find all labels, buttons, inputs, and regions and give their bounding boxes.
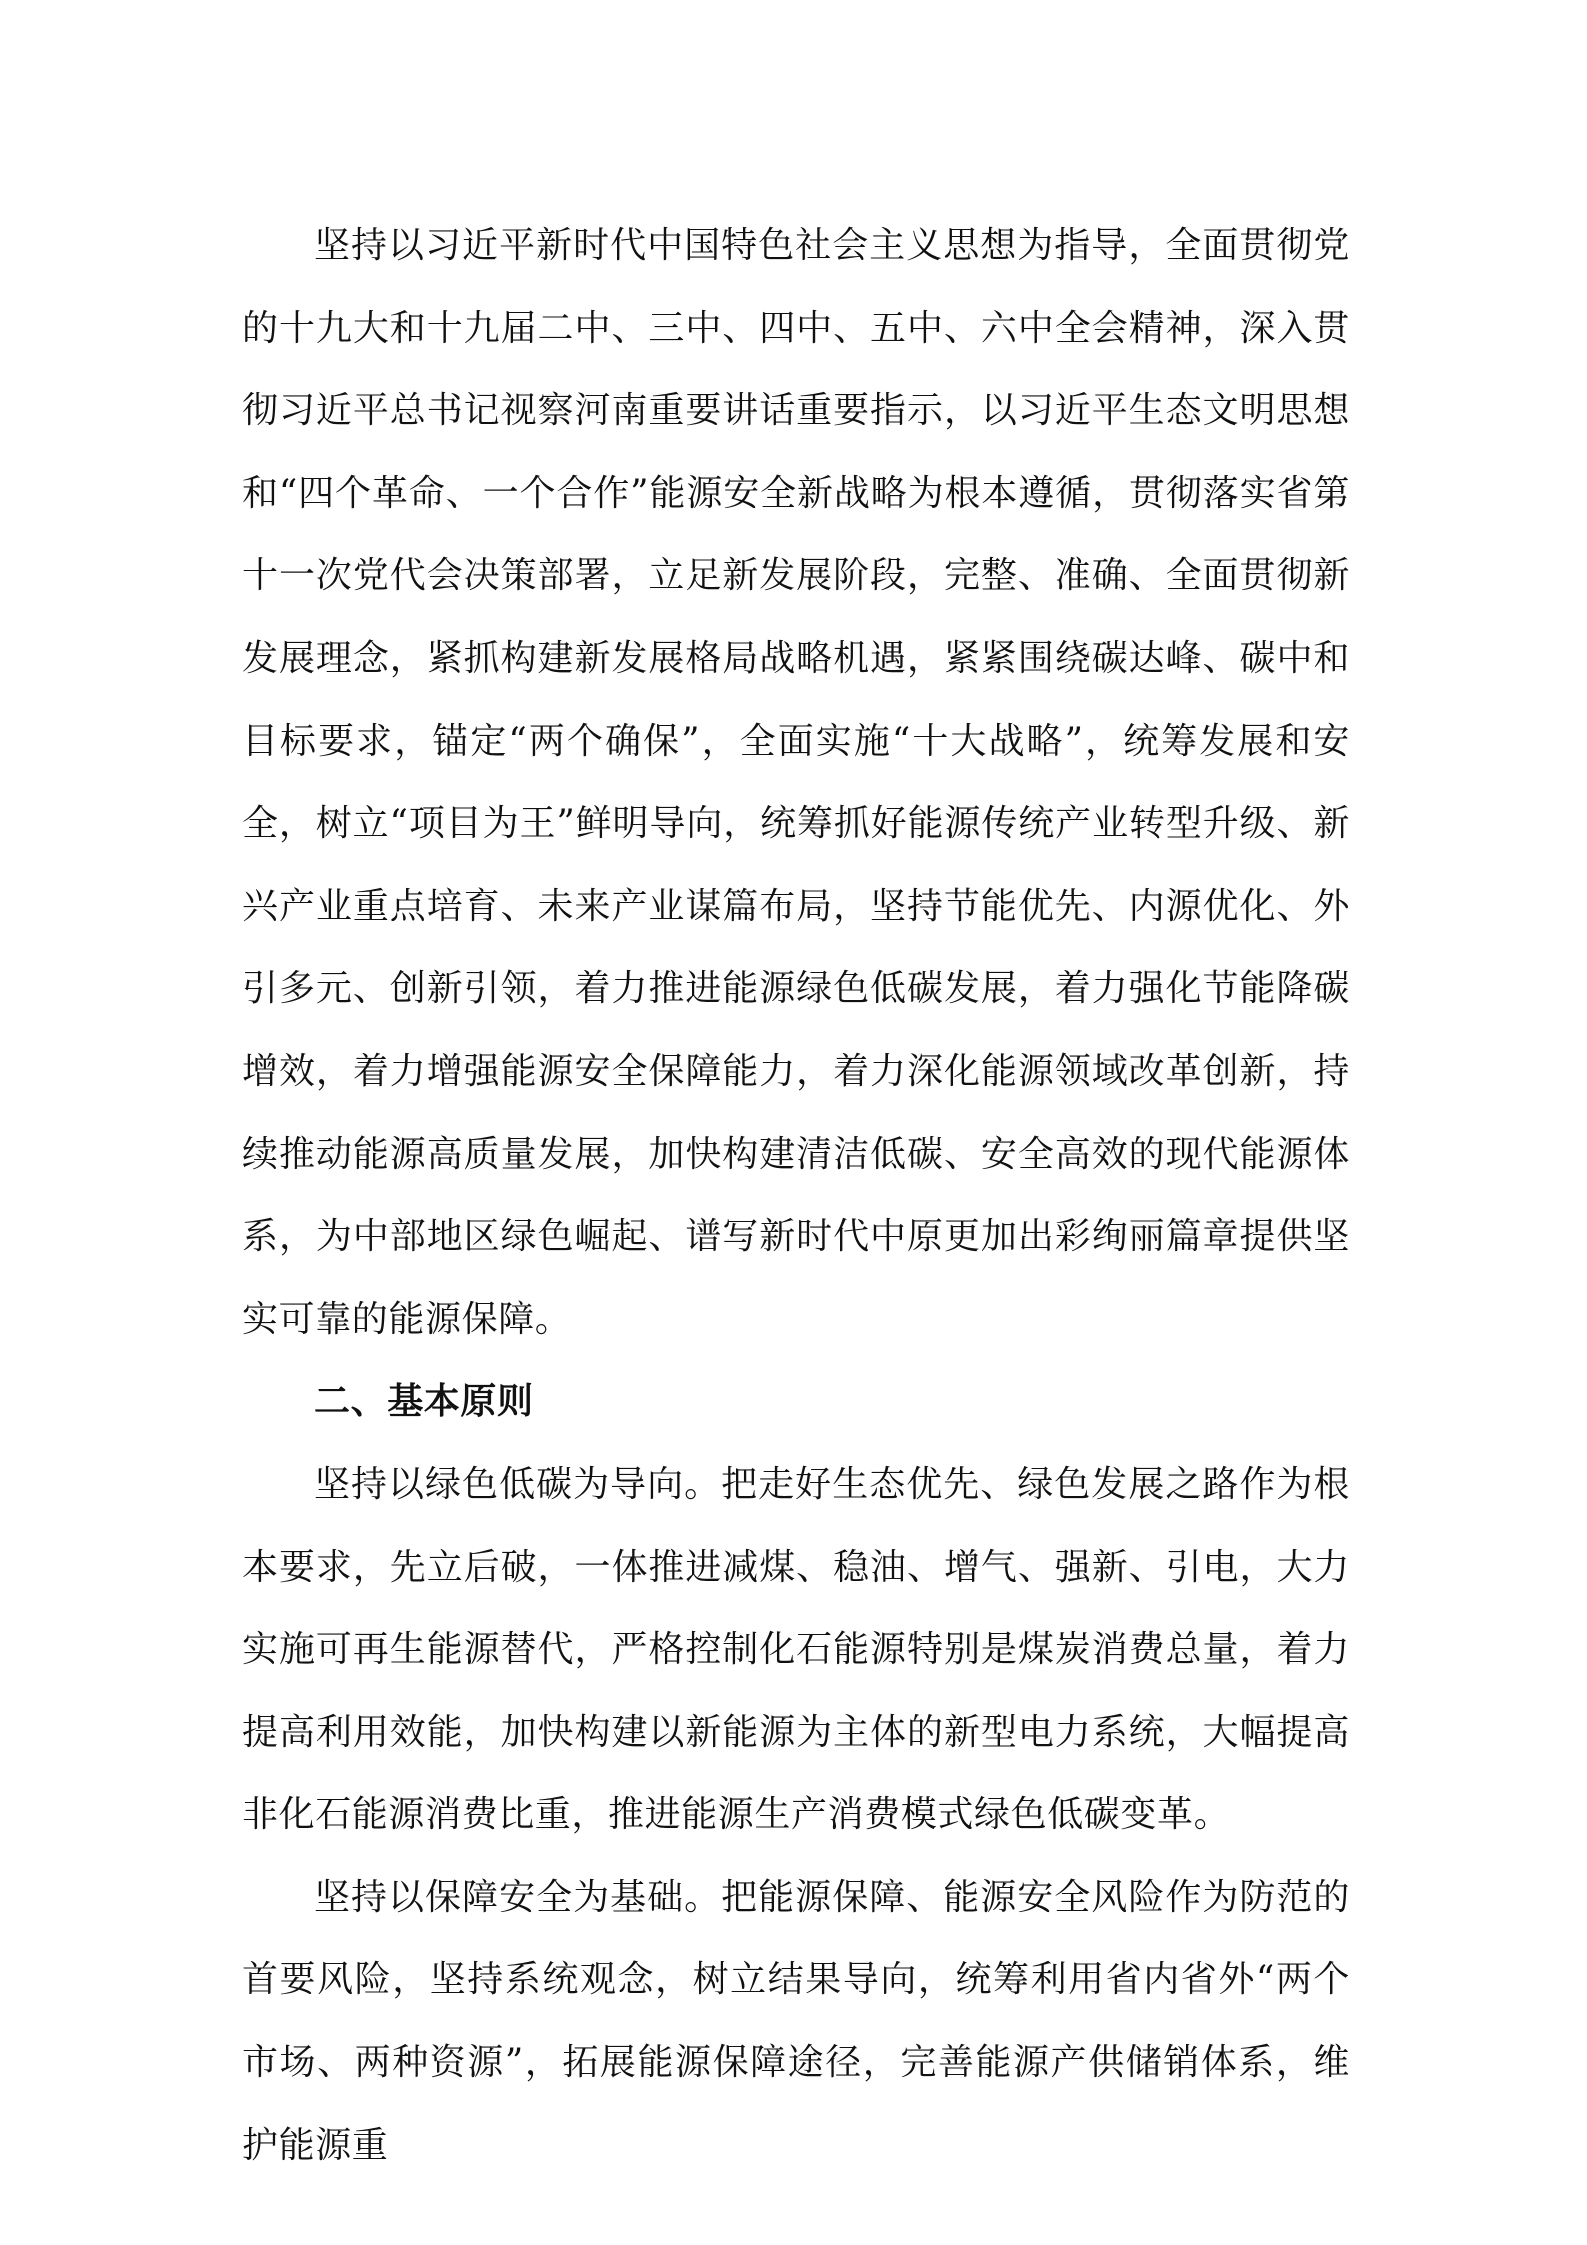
section-heading-basic-principles: 二、基本原则 xyxy=(314,1381,534,1423)
paragraph-guiding-ideology: 坚持以习近平新时代中国特色社会主义思想为指导，全面贯彻党的十九大和十九届二中、三中、四中、五中、六中全会精神，深入贯彻习近平总书记视察河南重要讲话重要指示，以习近平生态文明思想和“四个革命、一个合作”能源安全新战略为根本遵循，贯彻落实省第十一次党代会决策部署，立足新发展阶段，完整、准确、全面贯彻新发展理念，紧抓构建新发展格局战略机遇，紧紧围绕碳达峰、碳中和目标要求，锚定“两个确保”，全面实施“十大战略”，统筹发展和安全，树立“项目为王”鲜明导向，统筹抓好能源传统产业转型升级、新兴产业重点培育、未来产业谋篇布局，坚持节能优先、内源优化、外引多元、创新引领，着力推进能源绿色低碳发展，着力强化节能降碳增效，着力增强能源安全保障能力，着力深化能源领域改革创新，持续推动能源高质量发展，加快构建清洁低碳、安全高效的现代能源体系，为中部地区绿色崛起、谱写新时代中原更加出彩绚丽篇章提供坚实可靠的能源保障。 xyxy=(242,225,1350,1340)
paragraph-principle-security: 坚持以保障安全为基础。把能源保障、能源安全风险作为防范的首要风险，坚持系统观念，树立结果导向，统筹利用省内省外“两个市场、两种资源”，拓展能源保障途径，完善能源产供储销体系，维护能源重 xyxy=(242,1876,1350,2166)
paragraph-principle-green: 坚持以绿色低碳为导向。把走好生态优先、绿色发展之路作为根本要求，先立后破，一体推进减煤、稳油、增气、强新、引电，大力实施可再生能源替代，严格控制化石能源特别是煤炭消费总量，着力提高利用效能，加快构建以新能源为主体的新型电力系统，大幅提高非化石能源消费比重，推进能源生产消费模式绿色低碳变革。 xyxy=(242,1463,1350,1836)
document-body xyxy=(242,205,1350,2187)
